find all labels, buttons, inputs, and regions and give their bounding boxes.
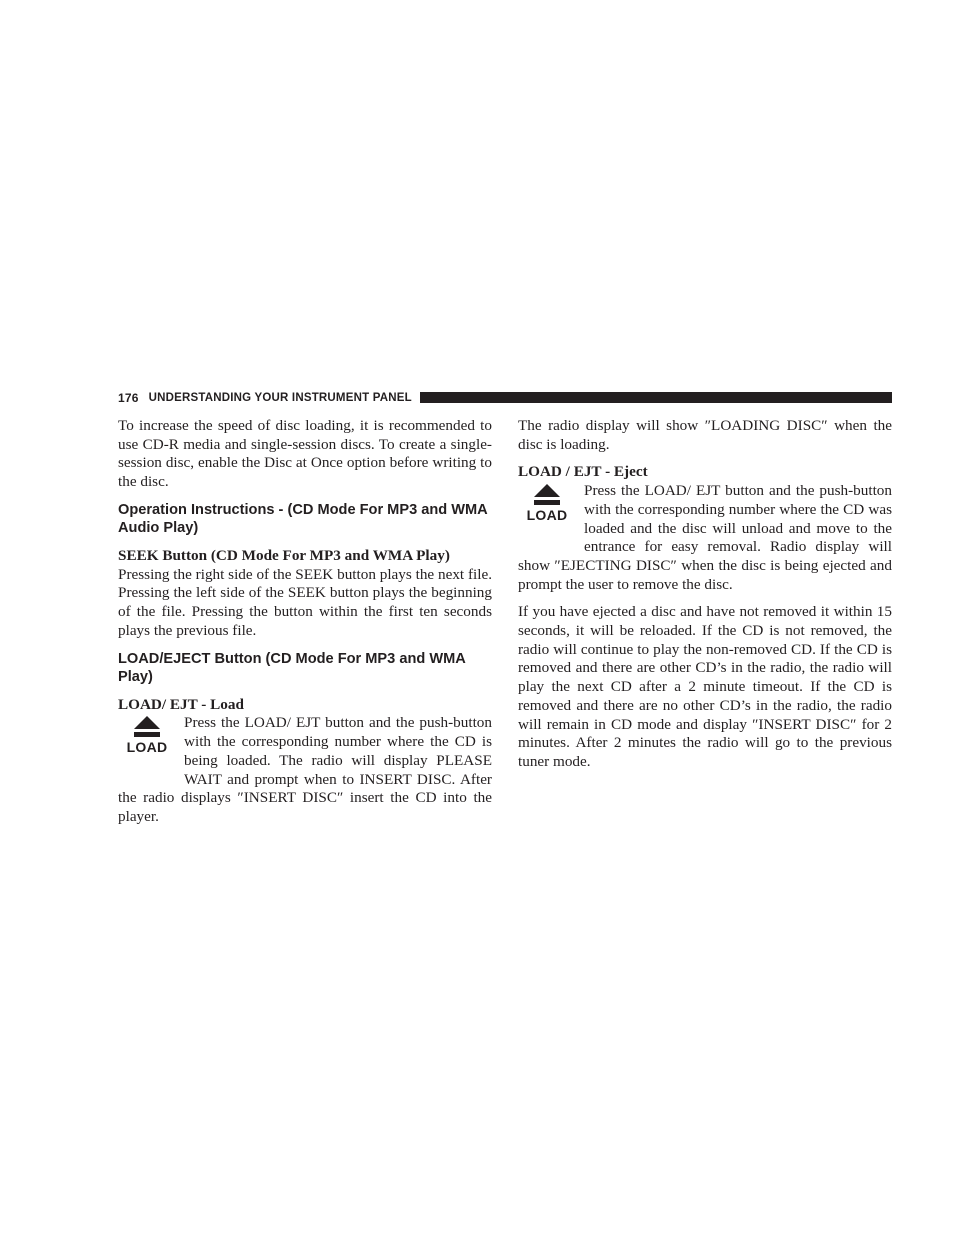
heading-operation-instructions: Operation Instructions - (CD Mode For MP3 and WMA Audio Play) [118, 501, 488, 537]
eject-icon-label: LOAD [526, 507, 568, 524]
header-rule [420, 392, 892, 403]
load-icon-label: LOAD [126, 739, 168, 756]
right-column [518, 417, 892, 772]
load-paragraph: Press the LOAD/ EJT button and the push-button with the corresponding number where the CD is being loaded. The radio will display PLEASE WAIT and prompt when to INSERT DISC. After the radio displays ″INSERT DISC″ insert the CD into the player. [118, 714, 492, 825]
reload-paragraph: If you have ejected a disc and have not removed it within 15 seconds, it will be reloaded. If the CD is not removed, the radio will continue to play the non-removed CD. If the CD is removed and there are other CD’s in the radio, the radio will play the next CD after a 2 minute timeout. If the CD is removed and there are no other CD’s in the radio, the radio will remain in CD mode and display ″INSERT DISC″ for 2 minutes. After 2 minutes the radio will go to the previous tuner mode. [518, 603, 892, 770]
left-column [118, 417, 492, 827]
heading-load-eject-button: LOAD/EJECT Button (CD Mode For MP3 and WMA Play) [118, 650, 466, 686]
seek-paragraph: Pressing the right side of the SEEK button plays the next file. Pressing the left side of the SEEK button plays the beginning of the file. Pressing the button within the first ten seconds plays the previous file. [118, 565, 492, 639]
heading-load: LOAD/ EJT - Load [118, 695, 244, 713]
heading-eject: LOAD / EJT - Eject [518, 463, 648, 481]
loading-disc-paragraph: The radio display will show ″LOADING DISC″ when the disc is loading. [518, 417, 892, 453]
eject-block [518, 482, 892, 594]
load-eject-icon [518, 484, 576, 540]
heading-seek-button: SEEK Button (CD Mode For MP3 and WMA Play) [118, 547, 450, 564]
page-header [118, 390, 892, 405]
load-eject-icon [118, 716, 176, 772]
eject-symbol-icon [534, 484, 560, 506]
intro-paragraph: To increase the speed of disc loading, it is recommended to use CD-R media and single-session discs. To create a single-session disc, enable the Disc at Once option before writing to the disc. [118, 417, 492, 491]
eject-symbol-icon [134, 716, 160, 738]
page-number: 176 [118, 390, 139, 405]
section-title: UNDERSTANDING YOUR INSTRUMENT PANEL [148, 391, 412, 404]
eject-paragraph: Press the LOAD/ EJT button and the push-button with the corresponding number where the CD was loaded and the disc will unload and move to the entrance for easy removal. Radio display will show ″EJECTING DISC″ when the disc is being ejected and prompt the user to remove the disc. [518, 482, 892, 593]
load-block [118, 714, 492, 826]
